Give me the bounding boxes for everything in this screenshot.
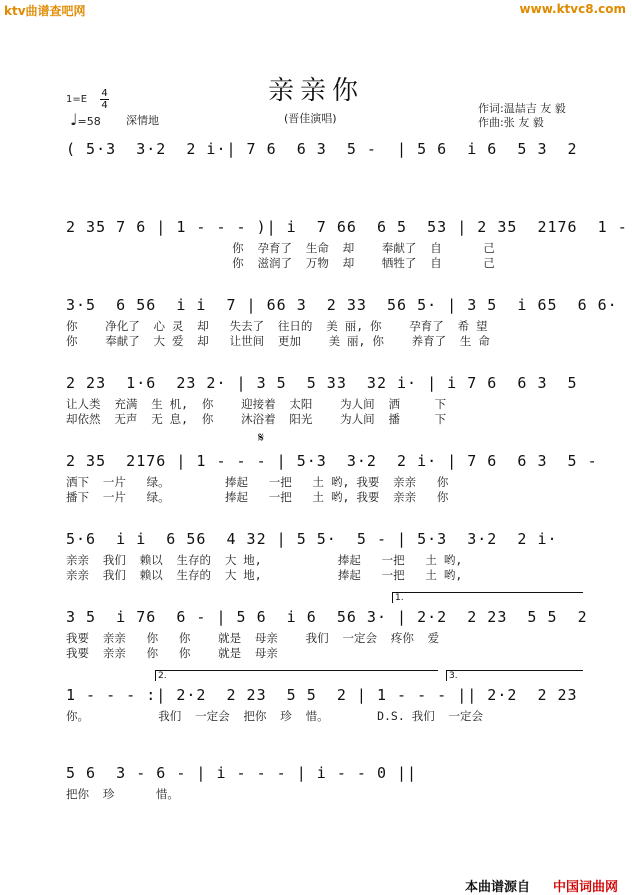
lyrics-verse-1: 我要 亲亲 你 你 就是 母亲 我们 一定会 疼你 爱 [66,631,440,645]
notes-line: 5 6 3 - 6 - | i - - - | i - - 0 || [66,764,418,782]
time-signature [100,88,109,111]
composer-credit: 作曲:张 友 毅 [478,116,544,129]
tempo [70,110,101,129]
site-name-left: ktv曲谱查吧网 [4,4,86,18]
credits [478,102,566,130]
footer-source-label: 本曲谱源自 [465,880,531,895]
volta-2: 2. [155,670,438,681]
segno-icon: 𝄋 [258,430,265,446]
lyrics-verse-2: 我要 亲亲 你 你 就是 母亲 [66,646,278,660]
notes-line: 2 35 7 6 | 1 - - - )| i 7 66 6 5 53 | 2 35 2176 1 - [66,218,628,236]
quarter-note-icon: ♩ [70,110,78,129]
notes-line: 2 23 1·6 23 2· | 3 5 5 33 32 i· | i 7 6 6 3 5 [66,374,578,392]
lyrics-verse-1: 你 净化了 心 灵 却 失去了 往日的 美 丽, 你 孕育了 希 望 [66,319,488,333]
lyrics-verse-2: 播下 一片 绿。 捧起 一把 土 哟, 我要 亲亲 你 [66,490,449,504]
volta-1: 1. [392,592,583,603]
volta-3: 3. [446,670,583,681]
site-url-right: www.ktvc8.com [519,2,626,16]
lyrics-verse-2: 亲亲 我们 赖以 生存的 大 地, 捧起 一把 土 哟, [66,568,463,582]
notes-line: 1 - - - :| 2·2 2 23 5 5 2 | 1 - - - || 2·2 2 23 [66,686,578,704]
notes-line: 3·5 6 56 i i 7 | 66 3 2 33 56 5· | 3 5 i 65 6 6· [66,296,618,314]
notes-line: ( 5·3 3·2 2 i·| 7 6 6 3 5 - | 5 6 i 6 5 3 2 [66,140,578,158]
time-denominator: 4 [101,100,108,111]
footer-site-name: 中国词曲网 [553,880,619,895]
song-title: 亲亲你 [267,76,364,106]
time-numerator: 4 [101,88,108,99]
tempo-value: =58 [77,115,101,128]
lyrics-verse-2: 却依然 无声 无 息, 你 沐浴着 阳光 为人间 播 下 [66,412,447,426]
notes-line: 5·6 i i 6 56 4 32 | 5 5· 5 - | 5·3 3·2 2 i· [66,530,558,548]
lyrics-verse-1: 你 孕育了 生命 却 奉献了 自 己 [66,241,495,255]
lyrics-verse-1: 洒下 一片 绿。 捧起 一把 土 哟, 我要 亲亲 你 [66,475,449,489]
notes-line: 3 5 i 76 6 - | 5 6 i 6 56 3· | 2·2 2 23 5 5 2 [66,608,588,626]
lyrics-verse-1: 亲亲 我们 赖以 生存的 大 地, 捧起 一把 土 哟, [66,553,463,567]
lyrics-verse-2: 你 奉献了 大 爱 却 让世间 更加 美 丽, 你 养育了 生 命 [66,334,490,348]
lyrics-verse-1: 让人类 充满 生 机, 你 迎接着 太阳 为人间 洒 下 [66,397,447,411]
lyrics-verse-1: 你。 我们 一定会 把你 珍 惜。 D.S. 我们 一定会 [66,709,484,723]
key-signature: 1=E [66,94,88,105]
lyrics-verse-2: 你 滋润了 万物 却 牺牲了 自 己 [66,256,495,270]
expression-mark: 深情地 [126,114,159,127]
lyrics-verse-1: 把你 珍 惜。 [66,787,179,801]
notes-line: 2 35 2176 | 1 - - - | 5·3 3·2 2 i· | 7 6 6 3 5 - [66,452,598,470]
singer-credit: (晋佳演唱) [284,112,337,125]
lyricist-credit: 作词:温喆吉 友 毅 [478,102,566,115]
